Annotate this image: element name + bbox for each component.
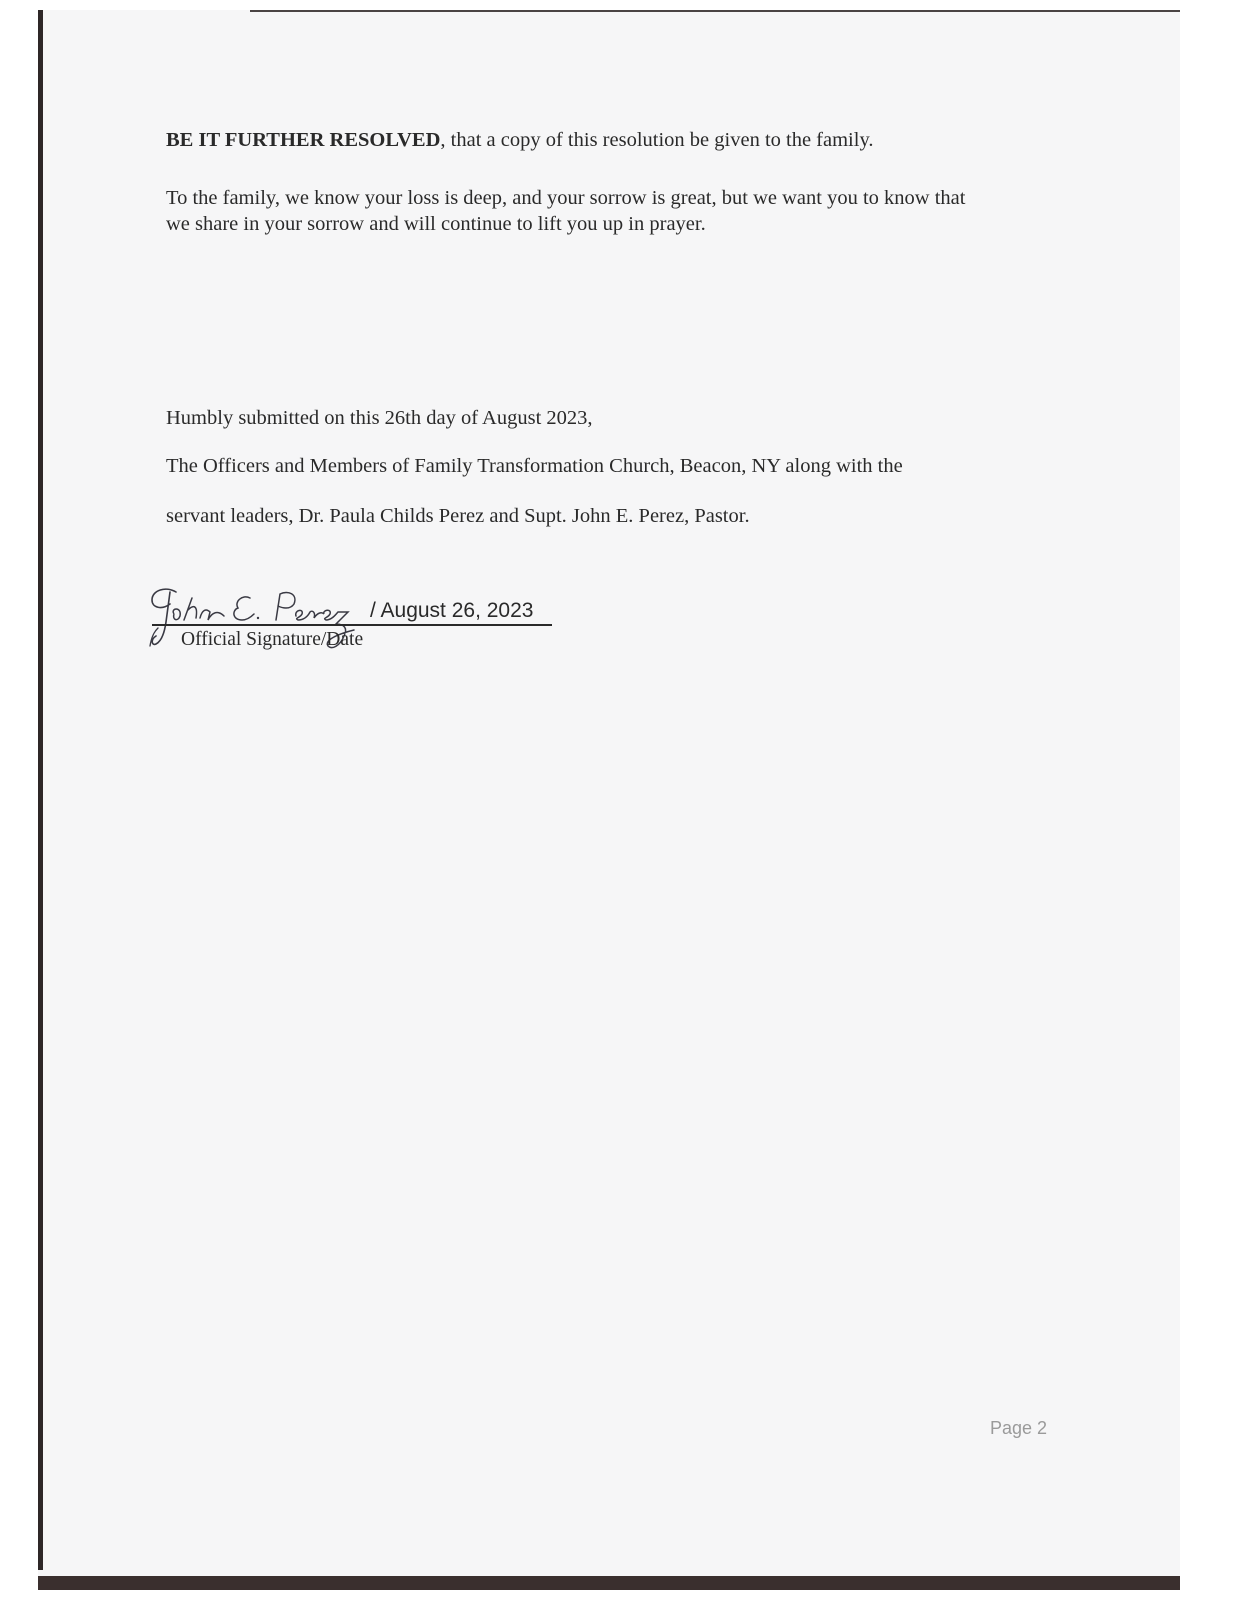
servant-leaders-line: servant leaders, Dr. Paula Childs Perez and Supt. John E. Perez, Pastor.	[166, 505, 750, 527]
resolution-text: , that a copy of this resolution be given to the family.	[440, 129, 874, 151]
scan-margin-left	[0, 0, 38, 1605]
family-message-line-2: we share in your sorrow and will continue to lift you up in prayer.	[166, 213, 706, 235]
scan-shadow-bottom	[38, 1576, 1180, 1590]
submission-date-line: Humbly submitted on this 26th day of August 2023,	[166, 407, 593, 429]
family-message-line-1: To the family, we know your loss is deep, and your sorrow is great, but we want you to know that	[166, 187, 966, 209]
officers-line: The Officers and Members of Family Transformation Church, Beacon, NY along with the	[166, 455, 903, 477]
resolution-lead: BE IT FURTHER RESOLVED	[166, 129, 441, 151]
signature-line	[152, 624, 552, 626]
signature-block	[148, 584, 568, 659]
scan-margin-top	[0, 0, 1240, 10]
scan-shadow-left	[38, 10, 43, 1570]
scan-margin-bottom	[0, 1590, 1240, 1605]
page-number: Page 2	[990, 1418, 1048, 1438]
signature-date: / August 26, 2023	[370, 599, 534, 622]
resolution-paragraph	[166, 127, 873, 154]
scan-margin-right	[1180, 0, 1240, 1605]
scan-shadow-top	[250, 10, 1180, 12]
signature-caption: Official Signature/Date	[181, 629, 364, 650]
